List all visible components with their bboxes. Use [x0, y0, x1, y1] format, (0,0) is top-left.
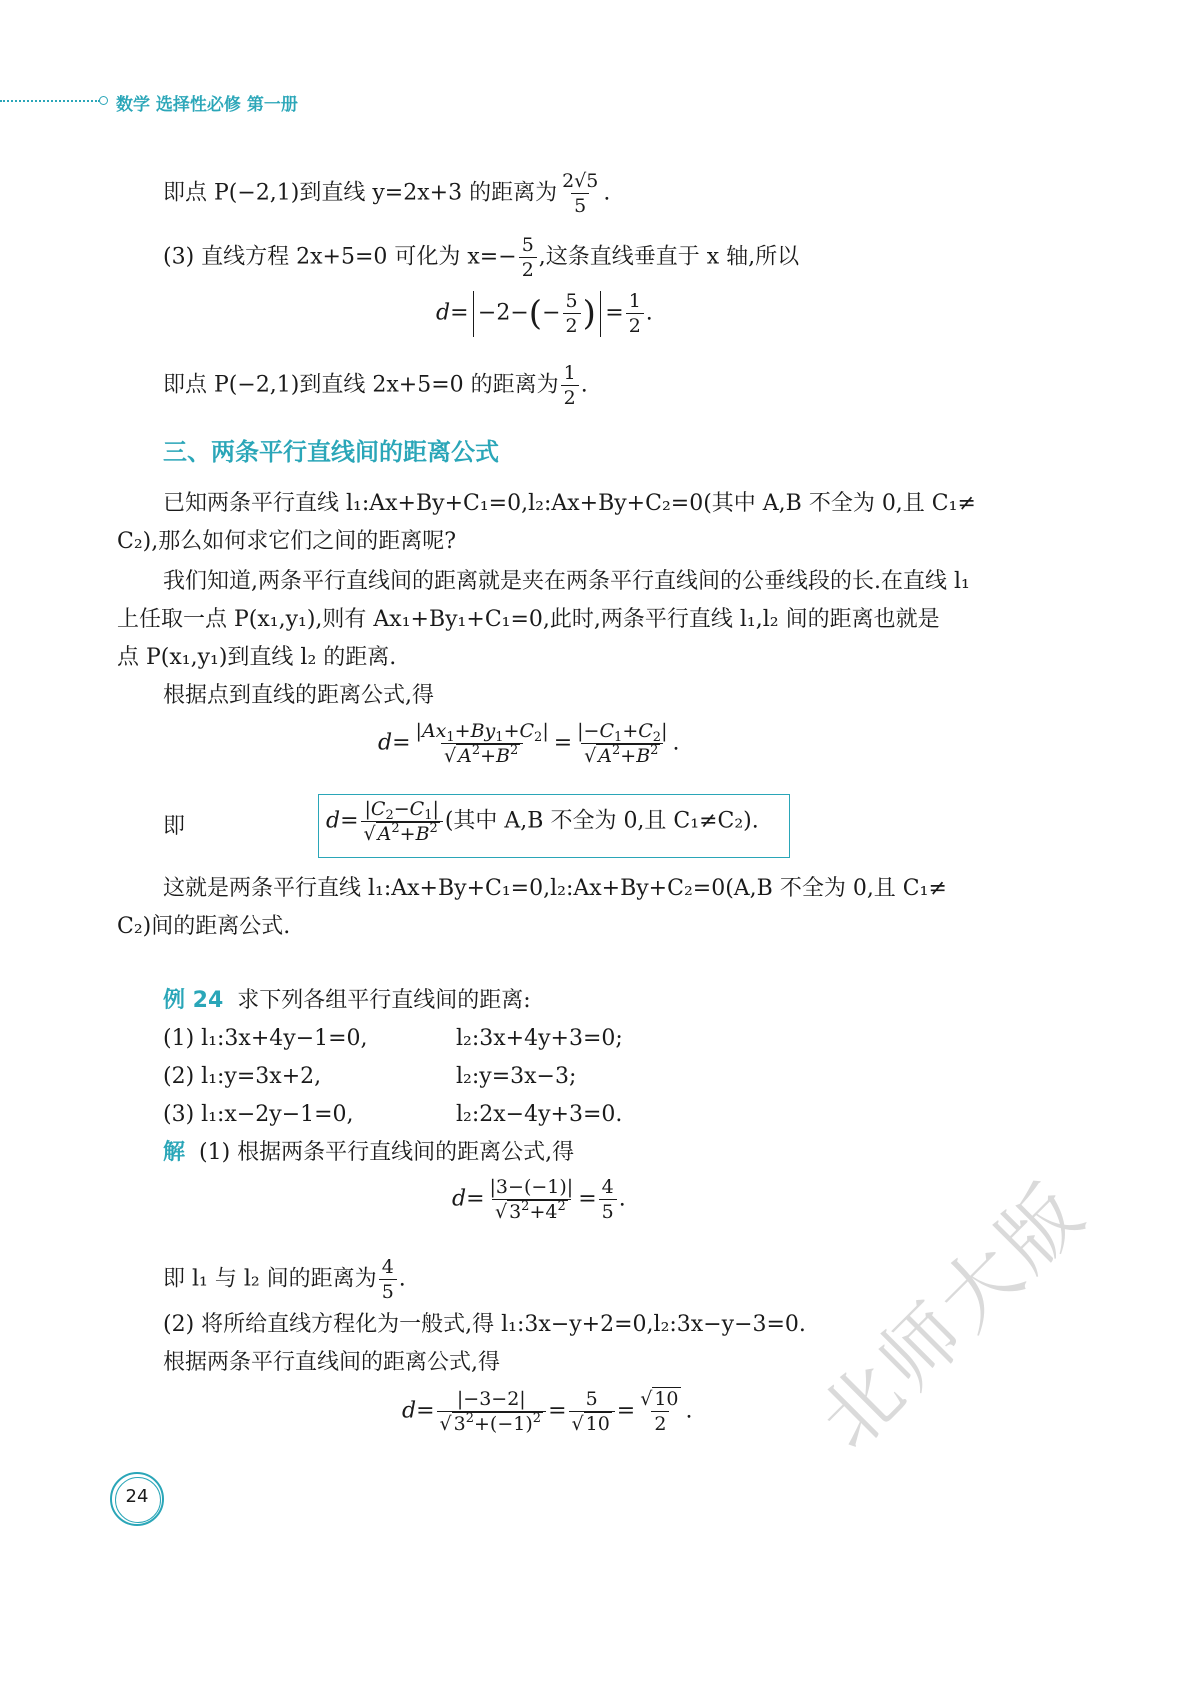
example-label: 例 24	[163, 988, 224, 1013]
page-number: 24	[125, 1486, 149, 1507]
line-text: 即点 P(−2,1)到直线 y=2x+3 的距离为	[163, 180, 558, 206]
equation-distance-derivation: d= $\frac{|Ax_1+By_1+C_2|}{√ A^2+B^2}$ = $\frac{|-C_1+C_2|}{√ A^2+B^2}$ .	[378, 720, 680, 767]
example-item-2a: (2) l₁:y=3x+2,	[163, 1064, 322, 1089]
paragraph-2c: 点 P(x₁,y₁)到直线 l₂ 的距离.	[117, 645, 397, 670]
example-item-1b: l₂:3x+4y+3=0;	[456, 1026, 623, 1051]
fraction: $\frac{1}{2}$	[561, 362, 579, 409]
watermark: 北师大版	[802, 1165, 1104, 1467]
solution-1-result: 即 l₁ 与 l₂ 间的距离为 $\frac{4}{5}$ .	[163, 1256, 406, 1303]
solution-label: 解	[163, 1140, 186, 1165]
example-item-3a: (3) l₁:x−2y−1=0,	[163, 1102, 354, 1127]
example-item-2b: l₂:y=3x−3;	[456, 1064, 577, 1089]
text-line-distance-2: 即点 P(−2,1)到直线 2x+5=0 的距离为 $\frac{1}{2}$ .	[163, 362, 588, 409]
paragraph-2b: 上任取一点 P(x₁,y₁),则有 Ax₁+By₁+C₁=0,此时,两条平行直线 l₁,l₂ 间的距离也就是	[117, 607, 940, 632]
equation-d-abs: d= −2−(− $\frac{5}{2}$ ) = $\frac{1}{2}$ .	[436, 290, 653, 337]
equation-solution-2: d= $\frac{|-3-2|}{√ 3^2+(-1)^2}$ = $\frac{5}{√ 10}$ = $\frac{√ 10}{2}$ .	[402, 1388, 693, 1435]
fraction: $\frac{2√5}{5}$	[562, 170, 599, 217]
paragraph-4b: C₂)间的距离公式.	[117, 914, 291, 939]
example-item-1a: (1) l₁:3x+4y−1=0,	[163, 1026, 368, 1051]
example-heading: 例 24 求下列各组平行直线间的距离:	[163, 988, 531, 1013]
text-line-distance-1: 即点 P(−2,1)到直线 y=2x+3 的距离为 $\frac{2√5}{5}$ .	[163, 170, 611, 217]
paragraph-4a: 这就是两条平行直线 l₁:Ax+By+C₁=0,l₂:Ax+By+C₂=0(A,B 不全为 0,且 C₁≠	[163, 876, 947, 901]
paragraph-1a: 已知两条平行直线 l₁:Ax+By+C₁=0,l₂:Ax+By+C₂=0(其中 A,B 不全为 0,且 C₁≠	[163, 491, 976, 516]
solution-2: (2) 将所给直线方程化为一般式,得 l₁:3x−y+2=0,l₂:3x−y−3=0.	[163, 1312, 806, 1337]
header-title: 数学 选择性必修 第一册	[116, 95, 298, 115]
header-dotted-rule	[0, 100, 100, 102]
example-item-3b: l₂:2x−4y+3=0.	[456, 1102, 623, 1127]
paragraph-2a: 我们知道,两条平行直线间的距离就是夹在两条平行直线间的公垂线段的长.在直线 l₁	[163, 569, 970, 594]
fraction: $\frac{5}{2}$	[519, 234, 537, 281]
solution-1: 解 (1) 根据两条平行直线间的距离公式,得	[163, 1140, 575, 1165]
text-line-item-3: (3) 直线方程 2x+5=0 可化为 x=− $\frac{5}{2}$ ,这条直线垂直于 x 轴,所以	[163, 234, 800, 281]
paragraph-1b: C₂),那么如何求它们之间的距离呢?	[117, 529, 457, 554]
solution-2b: 根据两条平行直线间的距离公式,得	[163, 1350, 500, 1375]
section-title: 三、两条平行直线间的距离公式	[163, 438, 499, 466]
header-dot	[99, 96, 108, 105]
boxed-formula: d= $\frac{|C_2-C_1|}{√ A^2+B^2}$ (其中 A,B 不全为 0,且 C₁≠C₂).	[326, 798, 759, 845]
paragraph-3: 根据点到直线的距离公式,得	[163, 683, 434, 708]
equation-solution-1: d= $\frac{|3-(-1)|}{√ 3^2+4^2}$ = $\frac{4}{5}$ .	[452, 1176, 626, 1223]
label-ji: 即	[163, 814, 186, 839]
